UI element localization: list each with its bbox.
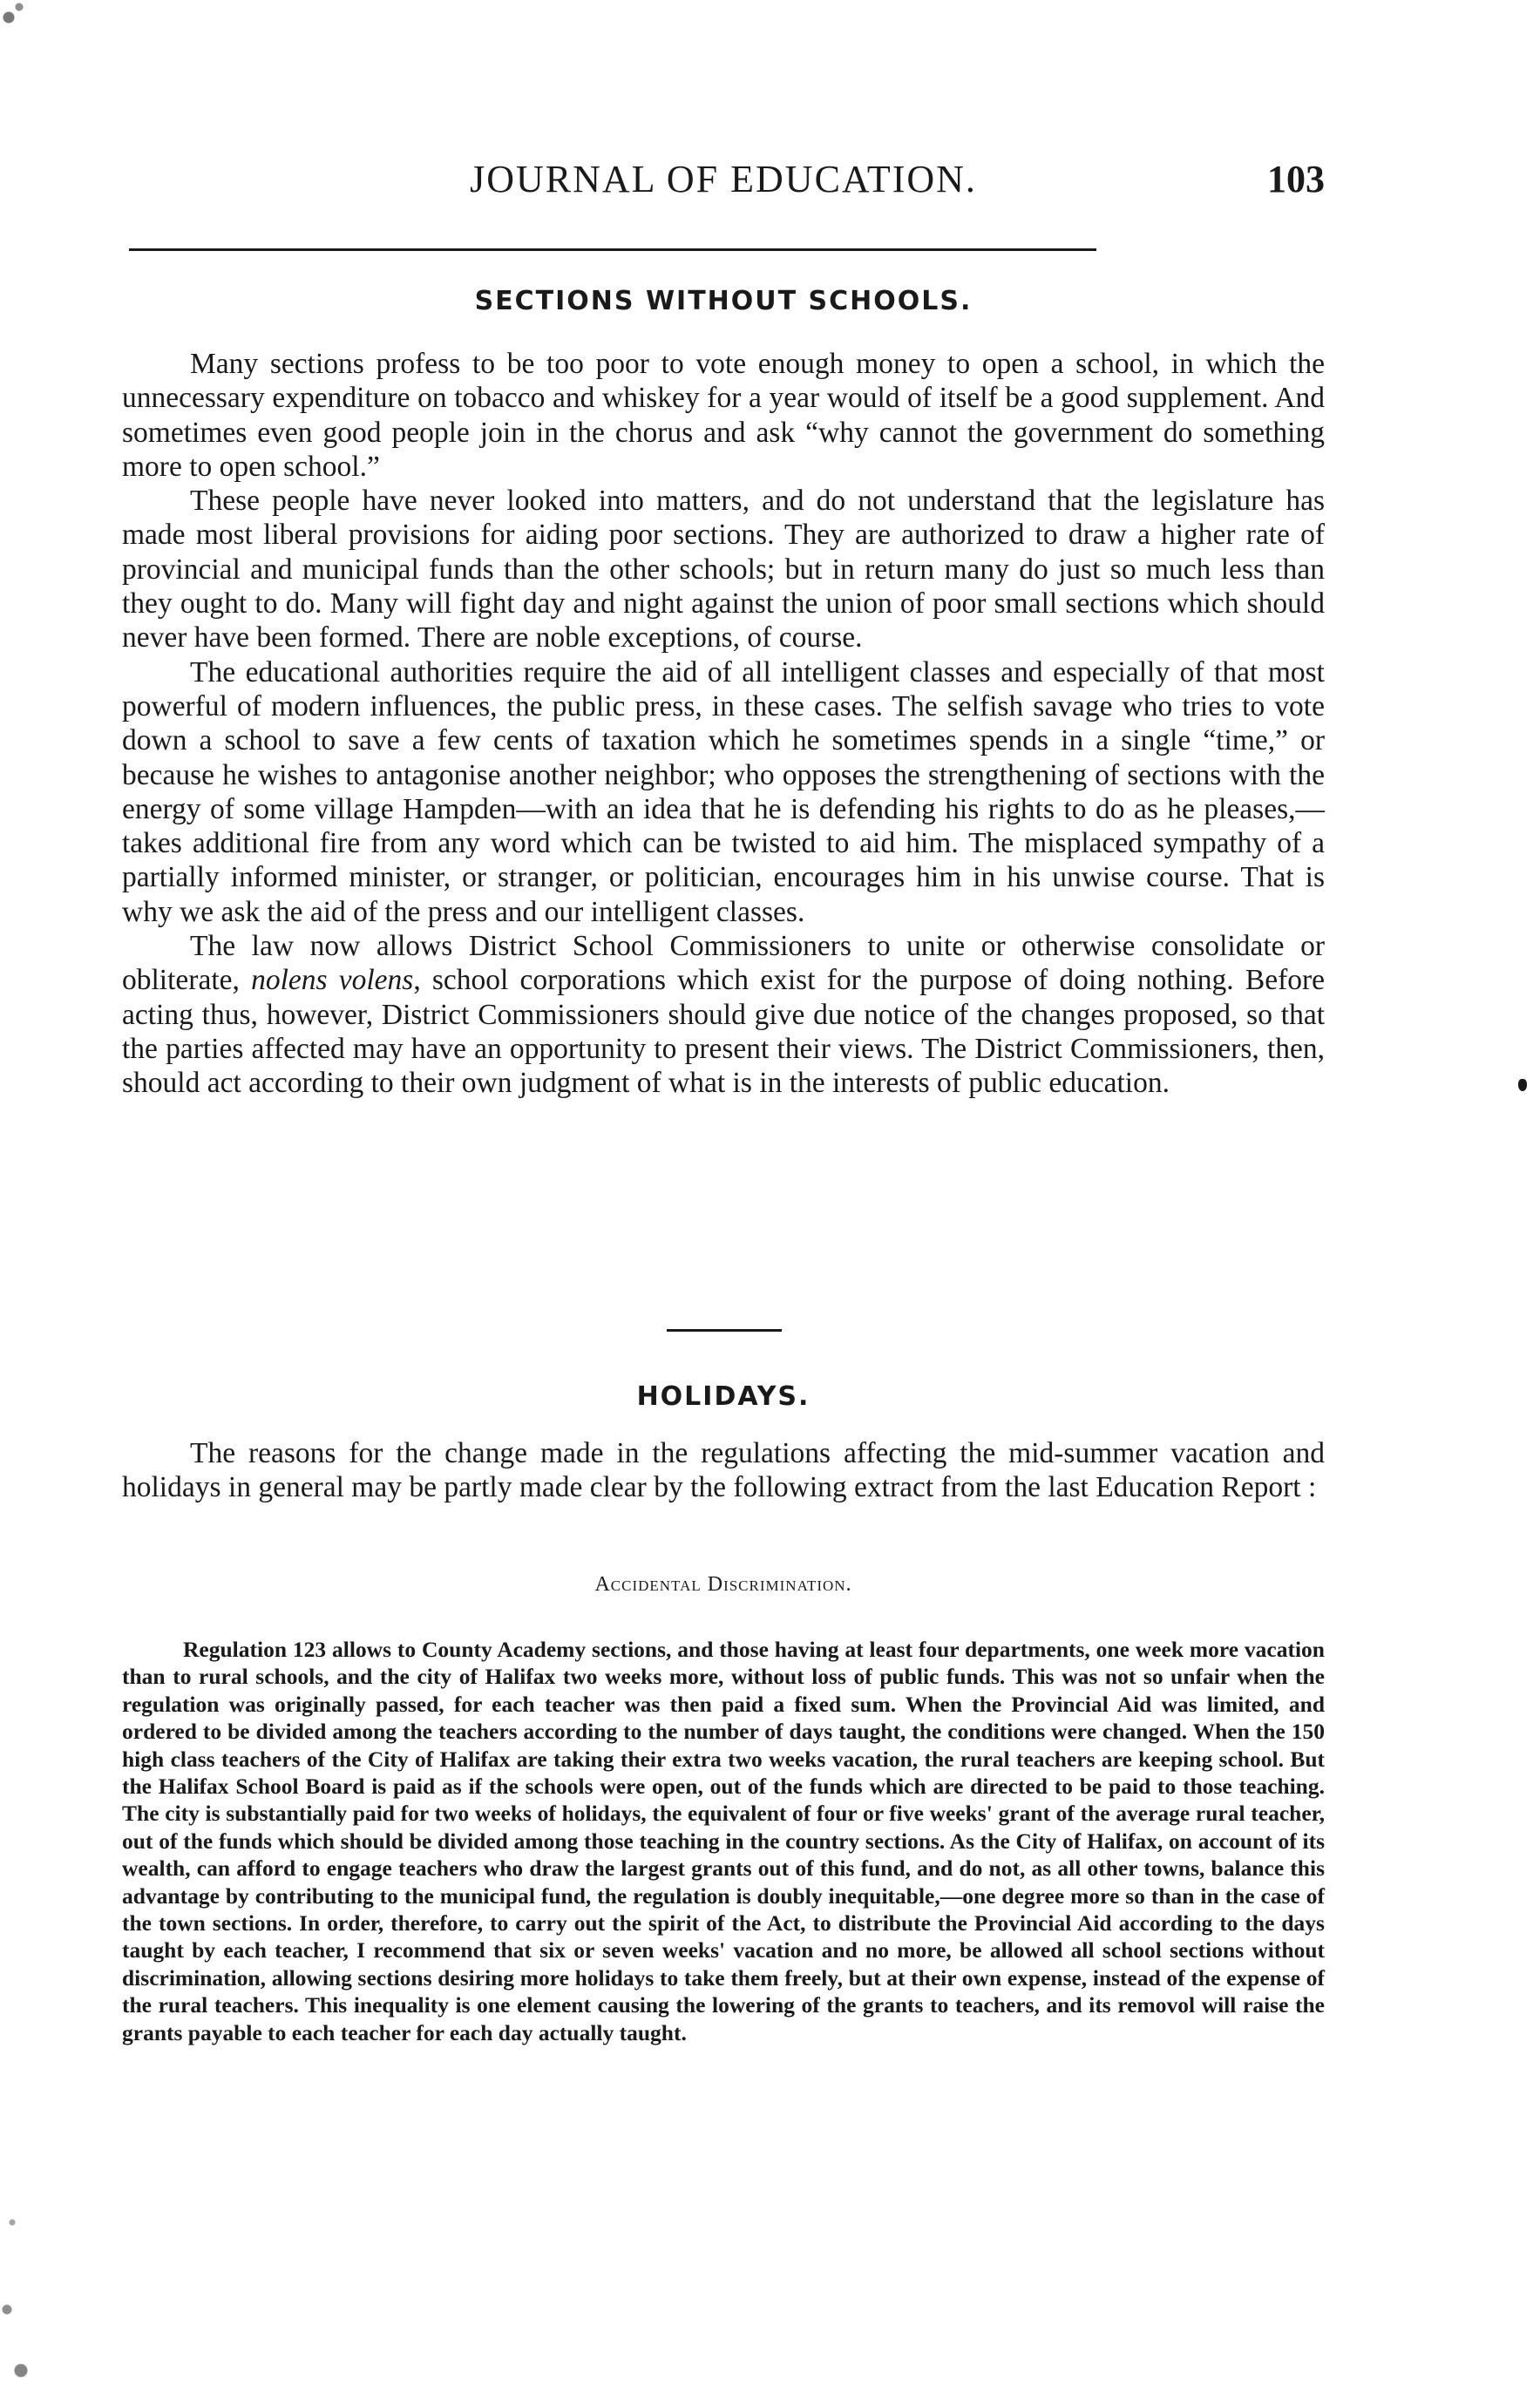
- journal-title: JOURNAL OF EDUCATION.: [470, 158, 977, 200]
- section-heading-sections-without-schools: SECTIONS WITHOUT SCHOOLS.: [474, 286, 973, 316]
- paragraph: The reasons for the change made in the regulations affecting the mid-summer vacation and holidays in general may be partly made clear by the following extract from the last Education Report :: [122, 1437, 1325, 1504]
- paragraph: These people have never looked into matters, and do not understand that the legislature has made most liberal provisions for aiding poor sections. They are authorized to draw a higher rate of provincial and municipal funds than the other schools; but in return many do just so much less than they ought to do. Many will fight day and night against the union of poor small sections which should never have been formed. There are noble exceptions, of course.: [122, 485, 1325, 655]
- scan-edge-bottom: [0, 2170, 35, 2408]
- latin-phrase: nolens volens: [251, 964, 414, 997]
- header-rule: [129, 248, 1096, 251]
- section-heading-holidays: HOLIDAYS.: [636, 1381, 811, 1412]
- paragraph: The educational authorities require the aid of all intelligent classes and especially of that most powerful of modern influences, the public press, in these cases. The selfish savage who tries to vote down a school to save a few cents of taxation which he sometimes spends in a single “time,” or because he wishes to antagonise another neighbor; who opposes the strengthening of sections with the energy of some village Hampden—with an idea that he is defending his rights to do as he pleases,—takes additional fire from any word which can be twisted to aid him. The misplaced sympathy of a partially informed minister, or stranger, or politician, encourages him in his unwise course. That is why we ask the aid of the press and our intelligent classes.: [122, 655, 1325, 928]
- paragraph-text: The law now allows District School Commissioners to unite or otherwise consolidate or obliterate,: [122, 930, 1325, 997]
- page-number: 103: [1267, 158, 1325, 200]
- paragraph: [122, 929, 1325, 1100]
- extract-subheading: Accidental Discrimination.: [594, 1573, 852, 1596]
- section-body-holidays: [122, 1436, 1325, 1505]
- report-extract: [122, 1636, 1325, 2046]
- extract-paragraph: Regulation 123 allows to County Academy sections, and those having at least four departments, one week more vacation than to rural schools, and the city of Halifax two weeks more, without loss of public funds. This was not so unfair when the regulation was originally passed, for each teacher was then paid a fixed sum. When the Provincial Aid was limited, and ordered to be divided among the teachers according to the number of days taught, the conditions were changed. When the 150 high class teachers of the City of Halifax are taking their extra two weeks vacation, the rural teachers are keeping school. But the Halifax School Board is paid as if the schools were open, out of the funds which are directed to be paid to those teaching. The city is substantially paid for two weeks of holidays, the equivalent of four or five weeks' grant of the average rural teacher, out of the funds which should be divided among those teaching in the country sections. As the City of Halifax, on account of its wealth, can afford to engage teachers who draw the largest grants out of this fund, and do not, as all other towns, balance this advantage by contributing to the municipal fund, the regulation is doubly inequitable,—one degree more so than in the case of the town sections. In order, therefore, to carry out the spirit of the Act, to distribute the Provincial Aid according to the days taught by each teacher, I recommend that six or seven weeks' vacation and no more, be allowed all school sections without discrimination, allowing sections desiring more holidays to take them freely, but at their own expense, instead of the expense of the rural teachers. This inequality is one element causing the lowering of the grants to teachers, and its removol will raise the grants payable to each teacher for each day actually taught.: [122, 1637, 1325, 2045]
- document-page: [122, 0, 1325, 2408]
- paragraph-text: , school corporations which exist for the purpose of doing nothing. Before acting thus, however, District Commissioners should give due notice of the changes proposed, so that the parties affected may have an opportunity to present their views. The District Commissioners, then, should act according to their own judgment of what is in the interests of public education.: [122, 964, 1326, 1100]
- margin-mark: [1518, 1079, 1527, 1091]
- section-body-sections-without-schools: [122, 347, 1325, 1101]
- page-header: [122, 157, 1325, 218]
- section-divider: [667, 1329, 782, 1332]
- scan-edge-top: [0, 0, 35, 61]
- paragraph: Many sections profess to be too poor to vote enough money to open a school, in which the unnecessary expenditure on tobacco and whiskey for a year would of itself be a good supplement. And sometimes even good people join in the chorus and ask “why cannot the government do something more to open school.”: [122, 348, 1325, 483]
